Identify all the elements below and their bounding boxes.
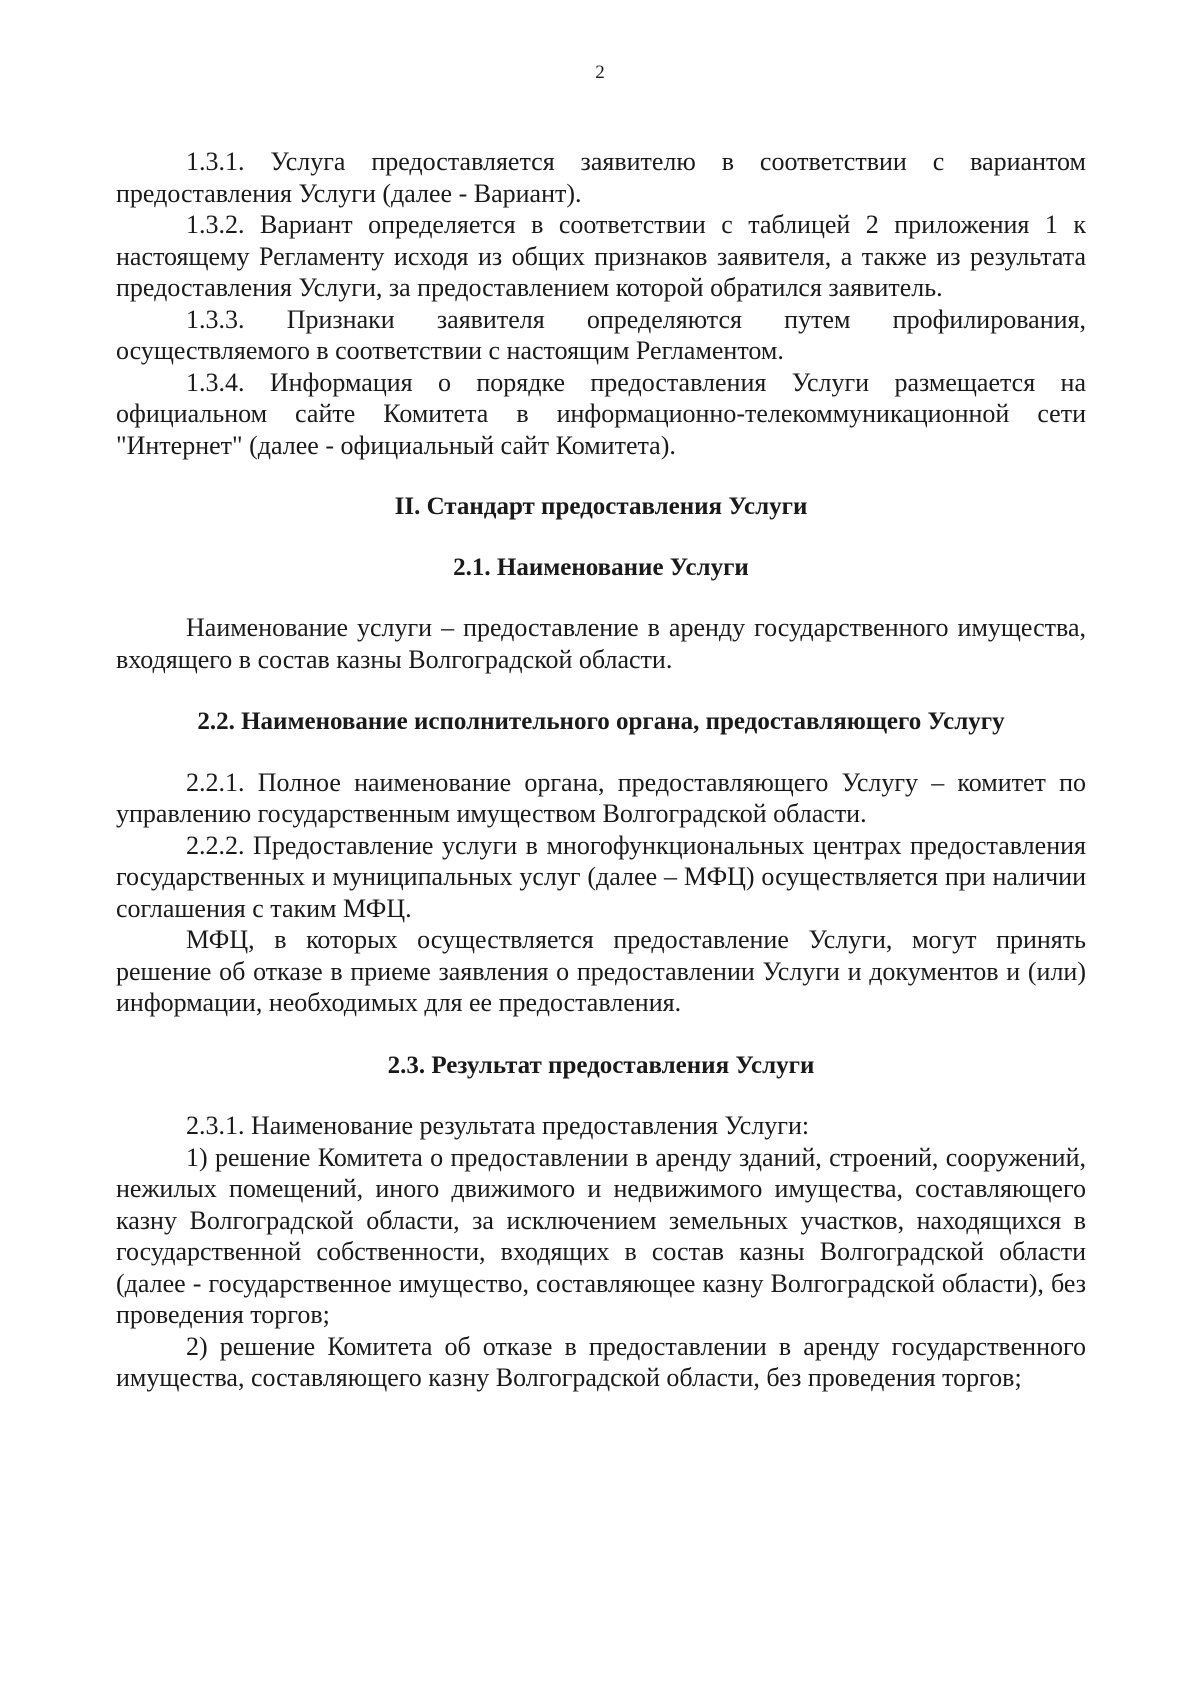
paragraph-1-3-2: 1.3.2. Вариант определяется в соответствии с таблицей 2 приложения 1 к настоящему Регламенту исходя из общих признаков заявителя, а также из результата предоставления Услуги, за предоставлением которой обратился заявитель. — [116, 210, 1086, 302]
section-2-2-heading: 2.2. Наименование исполнительного органа, предоставляющего Услугу — [197, 708, 1005, 735]
paragraph-2-2-1: 2.2.1. Полное наименование органа, предоставляющего Услугу – комитет по управлению государственным имуществом Волгоградской области. — [116, 767, 1086, 828]
list-item-1: 1) решение Комитета о предоставлении в аренду зданий, строений, сооружений, нежилых помещений, иного движимого и недвижимого имущества, составляющего казну Волгоградской области, за исключением земельных участков, находящихся в государственной собственности, входящих в состав казны Волгоградской области (далее - государственное имущество, составляющее казну Волгоградской области), без проведения торгов; — [116, 1142, 1086, 1329]
paragraph-1-3-3: 1.3.3. Признаки заявителя определяются путем профилирования, осуществляемого в соответствии с настоящим Регламентом. — [116, 304, 1086, 365]
page-number: 2 — [595, 62, 605, 83]
document-body — [116, 146, 1086, 1394]
paragraph-2-1: Наименование услуги – предоставление в аренду государственного имущества, входящего в состав казны Волгоградской области. — [116, 613, 1086, 674]
paragraph-2-3-1: 2.3.1. Наименование результата предоставления Услуги: — [186, 1111, 810, 1140]
paragraph-2-2-2: 2.2.2. Предоставление услуги в многофункциональных центрах предоставления государственных и муниципальных услуг (далее – МФЦ) осуществляется при наличии соглашения с таким МФЦ. — [116, 830, 1086, 923]
section-2-heading: II. Стандарт предоставления Услуги — [394, 493, 808, 520]
section-2-3-heading: 2.3. Результат предоставления Услуги — [387, 1051, 815, 1079]
list-item-2: 2) решение Комитета об отказе в предоставлении в аренду государственного имущества, составляющего казну Волгоградской области, без проведения торгов; — [116, 1331, 1086, 1392]
section-2-1-heading: 2.1. Наименование Услуги — [453, 553, 749, 581]
paragraph-1-3-1: 1.3.1. Услуга предоставляется заявителю в соответствии с вариантом предоставления Услуги (далее - Вариант). — [116, 147, 1086, 208]
paragraph-1-3-4: 1.3.4. Информация о порядке предоставления Услуги размещается на официальном сайте Комитета в информационно-телекоммуникационной сети "Интернет" (далее - официальный сайт Комитета). — [116, 367, 1086, 460]
paragraph-mfc: МФЦ, в которых осуществляется предоставление Услуги, могут принять решение об отказе в приеме заявления о предоставлении Услуги и документов и (или) информации, необходимых для ее предоставления. — [116, 925, 1086, 1017]
